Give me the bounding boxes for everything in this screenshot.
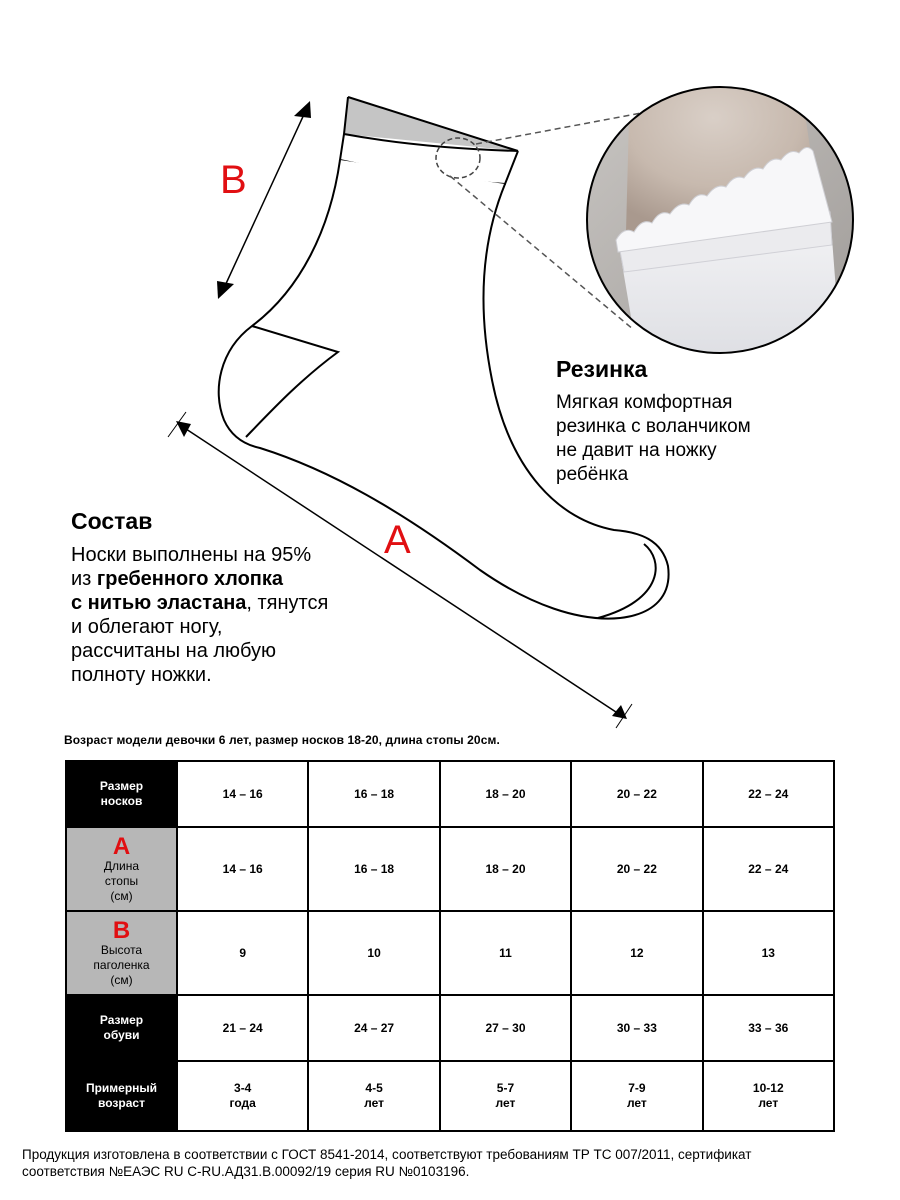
composition-text-span: из [71,568,97,590]
row-header-line: Примерный [85,1081,158,1095]
size-cell: 33 – 36 [703,995,834,1061]
size-cell: 13 [703,911,834,995]
size-cell: 30 – 33 [571,995,702,1061]
row-header [66,1061,177,1131]
model-note: Возраст модели девочки 6 лет, размер носков 18-20, длина стопы 20см. [64,733,500,747]
row-header-line: носков [100,794,143,808]
size-cell-line: лет [626,1096,647,1110]
size-cell [571,1061,702,1131]
cuff-heading: Резинка [556,356,648,382]
cuff-text-line: резинка с воланчиком [556,416,751,437]
size-cell: 18 – 20 [440,827,571,911]
composition-line [71,591,371,615]
size-cell [308,1061,439,1131]
row-header [66,827,177,911]
size-cell [440,1061,571,1131]
size-cell: 22 – 24 [703,827,834,911]
dimension-b-label: B [220,158,247,202]
size-cell: 20 – 22 [571,761,702,827]
size-table-row [66,995,834,1061]
size-cell: 21 – 24 [177,995,308,1061]
composition-bold-span: с нитью эластана [71,592,247,614]
size-cell-line: года [229,1096,256,1110]
row-header-line: Размер [99,779,144,793]
size-cell-line: 4-5 [365,1081,383,1095]
size-cell-line: 5-7 [496,1081,515,1095]
row-header-line: Размер [99,1013,144,1027]
size-table-row [66,827,834,911]
composition-line: и облегают ногу, [71,616,223,638]
cuff-description [556,356,816,487]
size-cell: 16 – 18 [308,761,439,827]
row-header-line: Длина [103,858,140,873]
size-cell: 20 – 22 [571,827,702,911]
size-cell-line: 3-4 [234,1081,252,1095]
size-table-row [66,1061,834,1131]
cuff-text-line: ребёнка [556,464,629,485]
cuff-text-line: Мягкая комфортная [556,392,733,413]
size-table-row [66,761,834,827]
composition-description [71,508,371,687]
composition-line [71,567,371,591]
size-cell: 16 – 18 [308,827,439,911]
row-letter: A [112,832,131,860]
size-cell: 22 – 24 [703,761,834,827]
size-cell: 10 [308,911,439,995]
row-header [66,995,177,1061]
composition-line: рассчитаны на любую [71,640,277,662]
cuff-text-line: не давит на ножку [556,440,717,461]
size-table [65,760,835,1132]
row-header-line: возраст [98,1096,145,1110]
size-cell-line: 10-12 [752,1081,784,1095]
size-cell-line: лет [364,1096,385,1110]
row-header-line: паголенка [93,957,150,972]
composition-line: полноту ножки. [71,664,212,686]
size-cell: 27 – 30 [440,995,571,1061]
footer-line: соответствия №ЕАЭС RU C-RU.АД31.В.00092/19 серия RU №0103196. [22,1164,470,1179]
row-header-line: (см) [110,888,133,903]
size-cell: 11 [440,911,571,995]
row-header-line: обуви [103,1028,140,1042]
row-header-line: (см) [110,972,133,987]
row-header-line: стопы [104,873,139,888]
size-cell: 18 – 20 [440,761,571,827]
composition-heading: Состав [71,508,153,534]
size-cell-line: лет [758,1096,779,1110]
size-cell-line: 7-9 [628,1081,646,1095]
size-cell: 24 – 27 [308,995,439,1061]
composition-bold-span: гребенного хлопка [96,568,283,590]
certification-footer [22,1146,882,1180]
size-cell: 9 [177,911,308,995]
row-header [66,761,177,827]
size-cell [703,1061,834,1131]
sock-cuff-photo [580,80,870,370]
footer-line: Продукция изготовлена в соответствии с ГОСТ 8541-2014, соответствуют требованиям ТР ТС 007/2011, сертификат [22,1147,752,1162]
dimension-a-label: A [384,518,411,562]
size-cell: 14 – 16 [177,761,308,827]
composition-text [71,543,371,687]
composition-line: Носки выполнены на 95% [71,544,312,566]
size-table-row [66,911,834,995]
row-header [66,911,177,995]
size-cell: 12 [571,911,702,995]
size-cell-line: лет [495,1096,516,1110]
size-cell [177,1061,308,1131]
row-header-line: Высота [100,942,143,957]
row-letter: B [112,916,131,944]
composition-text-span: , тянутся [246,592,329,614]
size-cell: 14 – 16 [177,827,308,911]
cuff-text [556,391,816,487]
